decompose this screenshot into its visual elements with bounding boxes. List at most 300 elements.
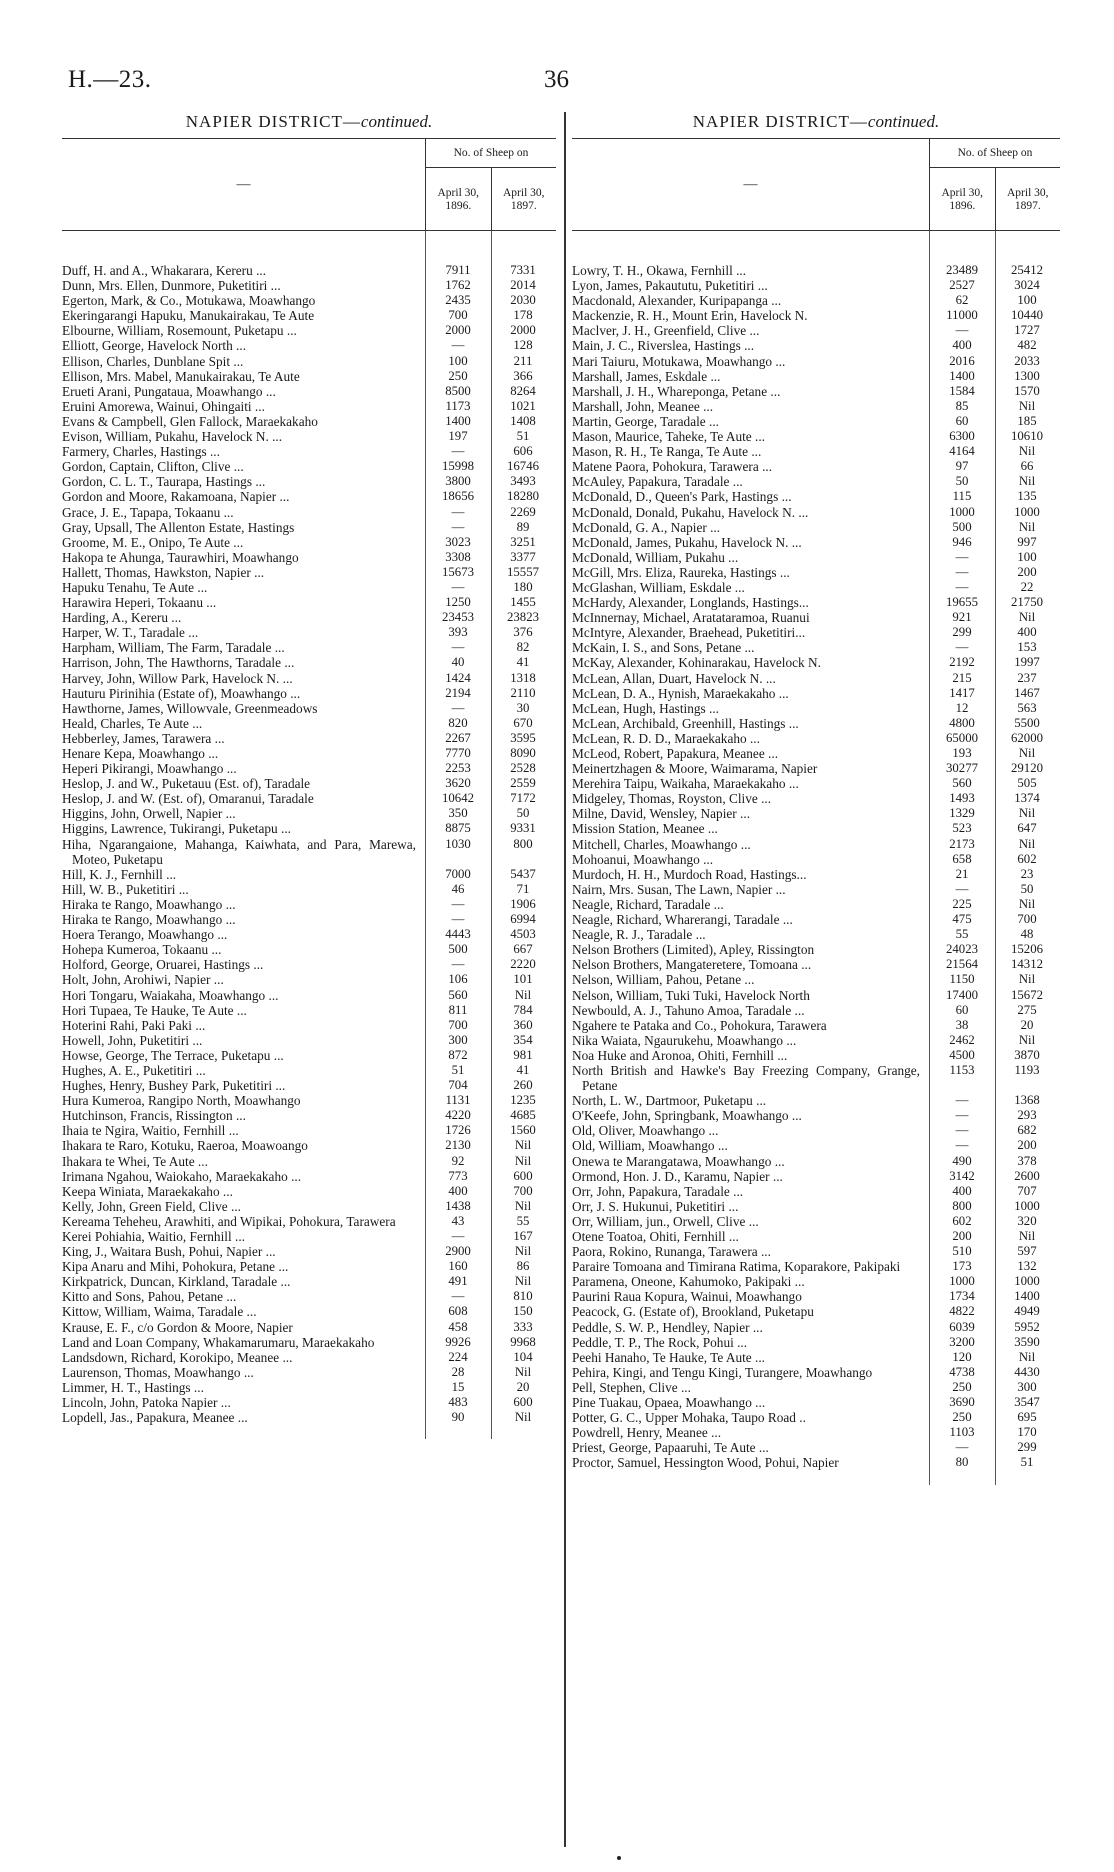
sheep-1897: 3377 (510, 549, 536, 564)
sheep-1896: 4738 (949, 1364, 975, 1379)
owner-name: Gray, Upsall, The Allenton Estate, Hastings (62, 519, 295, 535)
table-row (572, 1018, 1060, 1033)
owner-name: Kittow, William, Waima, Taradale ... (62, 1304, 257, 1320)
sheep-1897: 237 (1017, 670, 1037, 685)
sheep-1896: 7911 (445, 263, 471, 277)
sheep-1896: 23453 (442, 610, 474, 625)
sheep-1897: 2030 (510, 293, 536, 308)
owner-name: Kereama Teheheu, Arawhiti, and Wipikai, Pohokura, Tarawera (62, 1213, 396, 1229)
owner-name: Heperi Pikirangi, Moawhango ... (62, 761, 237, 777)
sheep-1897: 3251 (510, 534, 536, 549)
table-row (62, 1380, 556, 1395)
sheep-1897: 2559 (510, 776, 536, 791)
table-row (572, 821, 1060, 836)
sheep-1897: 5500 (1014, 715, 1040, 730)
table-row (572, 263, 1060, 278)
table-row (62, 580, 556, 595)
sheep-1896: 491 (448, 1274, 468, 1289)
sheep-1897: 170 (1017, 1425, 1037, 1440)
owner-name: Gordon, Captain, Clifton, Clive ... (62, 459, 244, 475)
sheep-1897: 1021 (510, 398, 536, 413)
table-row (62, 338, 556, 353)
sheep-1897: 670 (513, 715, 533, 730)
sheep-1896: — (451, 1289, 465, 1304)
sheep-1896: — (451, 700, 465, 715)
table-row (62, 912, 556, 927)
sheep-1897: Nil (514, 1410, 532, 1425)
sheep-1896: 1734 (949, 1289, 975, 1304)
sheep-1897: 1727 (1014, 323, 1040, 338)
owner-name: Limmer, H. T., Hastings ... (62, 1379, 204, 1395)
owner-name: Lyon, James, Pakaututu, Puketitiri ... (572, 278, 768, 294)
table-row (62, 459, 556, 474)
title-main: NAPIER DISTRICT— (185, 112, 361, 131)
owner-name: Harding, A., Kereru ... (62, 610, 182, 626)
sheep-1896: 30277 (946, 761, 978, 776)
sheep-1897: 1997 (1014, 655, 1040, 670)
owner-name: McLean, Archibald, Greenhill, Hastings ... (572, 715, 799, 731)
owner-name: Mackenzie, R. H., Mount Erin, Havelock N. (572, 308, 808, 324)
owner-name: Hori Tupaea, Te Hauke, Te Aute ... (62, 1002, 247, 1018)
sheep-1896: — (451, 1229, 465, 1243)
table-row (62, 942, 556, 957)
owner-name: Hoterini Rahi, Paki Paki ... (62, 1017, 206, 1033)
sheep-1897: 5437 (510, 866, 536, 881)
header-date-1897: April 30, 1897. (995, 168, 1061, 230)
table-row (572, 1365, 1060, 1380)
sheep-1897: Nil (1018, 1349, 1036, 1364)
sheep-1897: 1374 (1014, 791, 1040, 806)
sheep-1896: 65000 (946, 730, 978, 745)
table-row (572, 1320, 1060, 1335)
sheep-1897: 128 (513, 338, 533, 353)
owner-name: McLeod, Robert, Papakura, Meanee ... (572, 746, 779, 761)
owner-name: North, L. W., Dartmoor, Puketapu ... (572, 1093, 767, 1109)
sheep-1896: 704 (448, 1078, 468, 1093)
sheep-1896: 2194 (445, 685, 471, 700)
sheep-1896: 12 (955, 700, 969, 715)
sheep-1896: 8500 (445, 383, 471, 398)
sheep-1896: — (955, 881, 969, 896)
sheep-1897: 132 (1017, 1259, 1037, 1274)
owner-name: Orr, William, jun., Orwell, Clive ... (572, 1213, 759, 1229)
table-row (62, 640, 556, 655)
sheep-1897: 647 (1017, 821, 1037, 836)
sheep-1896: 43 (451, 1213, 465, 1228)
table-row (62, 414, 556, 429)
table-row (62, 1138, 556, 1153)
header-date-1896: April 30, 1896. (437, 187, 480, 213)
table-row (62, 731, 556, 746)
sheep-1897: 22 (1020, 579, 1034, 594)
owner-name: Gordon, C. L. T., Taurapa, Hastings ... (62, 474, 266, 490)
table-row (62, 1244, 556, 1259)
sheep-1896: 658 (952, 851, 972, 866)
owner-name: Elbourne, William, Rosemount, Puketapu ... (62, 323, 297, 339)
owner-name: Hakopa te Ahunga, Taurawhiri, Moawhango (62, 549, 299, 565)
sheep-1897: Nil (514, 1274, 532, 1289)
sheep-1896: 2435 (445, 293, 471, 308)
table-row (62, 1093, 556, 1108)
sheep-1896: 11000 (946, 308, 978, 323)
owner-name: Peehi Hanaho, Te Hauke, Te Aute ... (572, 1349, 765, 1365)
owner-name: Holt, John, Arohiwi, Napier ... (62, 972, 224, 988)
table-row (572, 1093, 1060, 1108)
table-row (62, 1108, 556, 1123)
table-row (572, 1108, 1060, 1123)
title-continued: continued. (360, 112, 433, 131)
sheep-1896: 3200 (949, 1334, 975, 1349)
sheep-1896: 4220 (445, 1108, 471, 1123)
sheep-1896: 1400 (949, 368, 975, 383)
sheep-1897: 15672 (1011, 987, 1043, 1002)
sheep-1897: 3595 (510, 730, 536, 745)
owner-name: Marshall, J. H., Whareponga, Petane ... (572, 383, 781, 399)
sheep-1896: 215 (952, 670, 972, 685)
table-row (62, 384, 556, 399)
owner-name: Hura Kumeroa, Rangipo North, Moawhango (62, 1093, 301, 1109)
sheep-1896: 4800 (949, 715, 975, 730)
sheep-1897: 707 (1017, 1183, 1037, 1198)
owner-name: Powdrell, Henry, Meanee ... (572, 1425, 722, 1441)
owner-name: Lowry, T. H., Okawa, Fernhill ... (572, 263, 747, 278)
owner-name: McLean, Hugh, Hastings ... (572, 700, 719, 716)
table-row (62, 399, 556, 414)
owner-name: Dunn, Mrs. Ellen, Dunmore, Puketitiri ... (62, 278, 281, 294)
owner-name: Heslop, J. and W. (Est. of), Omaranui, Taradale (62, 791, 314, 807)
table-row (62, 474, 556, 489)
table-row (62, 882, 556, 897)
owner-name: Krause, E. F., c/o Gordon & Moore, Napier (62, 1319, 293, 1335)
sheep-1896: 38 (955, 1017, 969, 1032)
table-row (62, 520, 556, 535)
sheep-1896: 700 (448, 1017, 468, 1032)
table-row (572, 1425, 1060, 1440)
table-row (572, 520, 1060, 535)
table-row (572, 459, 1060, 474)
sheep-1896: 3800 (445, 474, 471, 489)
sheep-1897: 1560 (510, 1123, 536, 1138)
sheep-1897: Nil (514, 1153, 532, 1168)
sheep-1896: 2016 (949, 353, 975, 368)
owner-name: Hori Tongaru, Waiakaha, Moawhango ... (62, 987, 279, 1003)
sheep-1897: 10610 (1011, 429, 1043, 444)
sheep-1897: 101 (513, 972, 533, 987)
sheep-1897: 3590 (1014, 1334, 1040, 1349)
sheep-1896: — (451, 896, 465, 911)
table-row (572, 671, 1060, 686)
table-row (62, 354, 556, 369)
owner-name: Hiha, Ngarangaione, Mahanga, Kaiwhata, and Para, Marewa, Moteo, Puketapu (62, 836, 416, 867)
sheep-1897: Nil (1018, 896, 1036, 911)
sheep-1897: 104 (513, 1349, 533, 1364)
sheep-1897: 1235 (510, 1093, 536, 1108)
sheep-1896: 1493 (949, 791, 975, 806)
sheep-1897: 14312 (1011, 957, 1043, 972)
sheep-1897: 600 (513, 1168, 533, 1183)
table-row (572, 1289, 1060, 1304)
table-row (62, 1018, 556, 1033)
sheep-1896: 62 (955, 293, 969, 308)
sheep-1897: Nil (514, 1364, 532, 1379)
owner-name: Hiraka te Rango, Moawhango ... (62, 896, 236, 912)
sheep-1896: 2462 (949, 1032, 975, 1047)
sheep-1897: 16746 (507, 459, 539, 474)
owner-name: Pine Tuakau, Opaea, Moawhango ... (572, 1395, 766, 1411)
sheep-1897: 378 (1017, 1153, 1037, 1168)
sheep-1897: 3024 (1014, 278, 1040, 293)
sheep-1896: 2527 (949, 278, 975, 293)
sheep-1896: 3308 (445, 549, 471, 564)
table-row (572, 988, 1060, 1003)
owner-name: Otene Toatoa, Ohiti, Fernhill ... (572, 1229, 739, 1244)
owner-name: McDonald, William, Pukahu ... (572, 549, 739, 565)
sheep-1897: Nil (1018, 444, 1036, 459)
owner-name: Ihaia te Ngira, Waitio, Fernhill ... (62, 1123, 239, 1139)
sheep-1896: 2173 (949, 836, 975, 851)
table-row (572, 1440, 1060, 1455)
sheep-1896: 350 (448, 806, 468, 821)
owner-name: Milne, David, Wensley, Napier ... (572, 806, 751, 822)
header-sheep-label: No. of Sheep on (426, 139, 556, 168)
table-body (62, 231, 556, 1425)
sheep-1897: 2220 (510, 957, 536, 972)
column-divider (564, 112, 566, 1847)
owner-name: Howse, George, The Terrace, Puketapu ... (62, 1047, 284, 1063)
table-row (572, 323, 1060, 338)
owner-name: King, J., Waitara Bush, Pohui, Napier ... (62, 1244, 276, 1260)
sheep-1896: 28 (451, 1364, 465, 1379)
sheep-1896: 7770 (445, 746, 471, 760)
owner-name: McGlashan, William, Eskdale ... (572, 579, 745, 595)
table-row (62, 1365, 556, 1380)
sheep-1896: 400 (448, 1183, 468, 1198)
owner-name: Hill, K. J., Fernhill ... (62, 866, 177, 882)
sheep-1896: 523 (952, 821, 972, 836)
owner-name: Ekeringarangi Hapuku, Manukairakau, Te Aute (62, 308, 315, 324)
sheep-1897: 50 (1020, 881, 1034, 896)
sheep-1896: 1173 (445, 398, 471, 413)
table-row (62, 610, 556, 625)
table-header (572, 138, 1060, 231)
table-row (572, 444, 1060, 459)
sheep-1897: 3493 (510, 474, 536, 489)
table-row (62, 1199, 556, 1214)
table-row (572, 1138, 1060, 1153)
sheep-1896: 6039 (949, 1319, 975, 1334)
sheep-1896: 10642 (442, 791, 474, 806)
owner-name: Nelson Brothers (Limited), Apley, Rissington (572, 942, 815, 958)
sheep-1896: 4822 (949, 1304, 975, 1319)
header-sheep-group (425, 139, 556, 230)
table-row (572, 1214, 1060, 1229)
table-row (62, 550, 556, 565)
sheep-1897: 1000 (1014, 1274, 1040, 1289)
sheep-1897: 2000 (510, 323, 536, 338)
table-header (62, 138, 556, 231)
sheep-1897: 682 (1017, 1123, 1037, 1138)
owner-name: Mason, R. H., Te Ranga, Te Aute ... (572, 444, 762, 460)
table-row (62, 278, 556, 293)
table-row (572, 429, 1060, 444)
owner-name: Meinertzhagen & Moore, Waimarama, Napier (572, 761, 818, 777)
table-row (572, 882, 1060, 897)
table-row (572, 399, 1060, 414)
owner-name: Kelly, John, Green Field, Clive ... (62, 1198, 241, 1214)
sheep-1897: 602 (1017, 851, 1037, 866)
sheep-1896: 19655 (946, 595, 978, 610)
sheep-1897: 260 (513, 1078, 533, 1093)
table-row (572, 1259, 1060, 1274)
owner-name: Hiraka te Rango, Moawhango ... (62, 912, 236, 928)
sheep-1896: 1438 (445, 1198, 471, 1213)
table-row (572, 1033, 1060, 1048)
sheep-1896: 8875 (445, 821, 471, 836)
sheep-1896: 55 (955, 927, 969, 942)
table-row (62, 1304, 556, 1319)
owner-name: Grace, J. E., Tapapa, Tokaanu ... (62, 504, 234, 520)
sheep-1897: 300 (1017, 1379, 1037, 1394)
table-row (572, 414, 1060, 429)
owner-name: Old, Oliver, Moawhango ... (572, 1123, 719, 1139)
owner-name: Proctor, Samuel, Hessington Wood, Pohui, Napier (572, 1455, 839, 1471)
owner-name: Keepa Winiata, Maraekakaho ... (62, 1183, 233, 1199)
owner-name: Peacock, G. (Estate of), Brookland, Puketapu (572, 1304, 814, 1320)
sheep-1896: 510 (952, 1244, 972, 1259)
sheep-1897: 2014 (510, 278, 536, 293)
owner-name: Marshall, James, Eskdale ... (572, 368, 721, 384)
owner-name: Pell, Stephen, Clive ... (572, 1379, 691, 1395)
owner-name: McDonald, G. A., Napier ... (572, 519, 721, 535)
owner-name: Macdonald, Alexander, Kuripapanga ... (572, 293, 782, 309)
table-row (62, 927, 556, 942)
sheep-1897: 1300 (1014, 368, 1040, 383)
footer-dot (617, 1856, 621, 1860)
sheep-1897: 3547 (1014, 1395, 1040, 1410)
table-row (572, 1304, 1060, 1319)
sheep-1897: Nil (514, 1138, 532, 1153)
sheep-1896: 1762 (445, 278, 471, 293)
sheep-1897: 100 (1017, 293, 1037, 308)
sheep-1897: 30 (516, 700, 530, 715)
table-row (572, 686, 1060, 701)
owner-name: Hutchinson, Francis, Rissington ... (62, 1108, 246, 1124)
owner-name: Harawira Heperi, Tokaanu ... (62, 595, 217, 611)
owner-name: Orr, J. S. Hukunui, Puketitiri ... (572, 1198, 739, 1214)
sheep-1896: 115 (952, 489, 972, 504)
sheep-1896: 15 (451, 1379, 465, 1394)
owner-name: McKain, I. S., and Sons, Petane ... (572, 640, 755, 656)
sheep-1897: 185 (1017, 413, 1037, 428)
sheep-1897: 333 (513, 1319, 533, 1334)
column-title (62, 112, 556, 132)
owner-name: Paramena, Oneone, Kahumoko, Pakipaki ... (572, 1274, 805, 1290)
owner-name: Newbould, A. J., Tahuno Amoa, Taradale ... (572, 1002, 805, 1018)
sheep-1897: 8264 (510, 383, 536, 398)
table-row (572, 776, 1060, 791)
table-row (62, 716, 556, 731)
table-row (572, 1184, 1060, 1199)
sheep-1897: 981 (513, 1047, 533, 1062)
sheep-1896: 3620 (445, 776, 471, 791)
table-row (572, 837, 1060, 852)
owner-name: Hohepa Kumeroa, Tokaanu ... (62, 942, 222, 958)
owner-name: McDonald, Donald, Pukahu, Havelock N. ... (572, 504, 809, 520)
sheep-1897: 366 (513, 368, 533, 383)
sheep-1897: 9968 (510, 1334, 536, 1349)
table-row (572, 369, 1060, 384)
sheep-1896: 2253 (445, 761, 471, 776)
sheep-1896: 3023 (445, 534, 471, 549)
sheep-1896: 872 (448, 1047, 468, 1062)
sheep-1896: — (955, 1093, 969, 1108)
owner-name: Hallett, Thomas, Hawkston, Napier ... (62, 564, 265, 580)
sheep-1896: 250 (952, 1410, 972, 1425)
owner-name: Farmery, Charles, Hastings ... (62, 444, 220, 460)
table-row (62, 1229, 556, 1244)
sheep-1896: 1424 (445, 670, 471, 685)
owner-name: Gordon and Moore, Rakamoana, Napier ... (62, 489, 290, 505)
owner-name: Peddle, S. W. P., Hendley, Napier ... (572, 1319, 763, 1335)
header-date-1896: April 30, 1896. (941, 187, 984, 213)
sheep-1897: 563 (1017, 700, 1037, 715)
sheep-1896: 24023 (946, 942, 978, 957)
sheep-1897: 200 (1017, 1138, 1037, 1153)
owner-name: McDonald, James, Pukahu, Havelock N. ... (572, 534, 802, 550)
sheep-1896: 300 (448, 1032, 468, 1047)
sheep-1897: 153 (1017, 640, 1037, 655)
table-row (572, 927, 1060, 942)
sheep-1897: 211 (513, 353, 533, 368)
table-row (62, 1214, 556, 1229)
table-row (62, 1154, 556, 1169)
sheep-1897: 6994 (510, 912, 536, 927)
table-row (572, 1244, 1060, 1259)
owner-name: Hoera Terango, Moawhango ... (62, 927, 228, 943)
sheep-1896: 458 (448, 1319, 468, 1334)
sheep-1896: 85 (955, 398, 969, 413)
owner-name: Irimana Ngahou, Waiokaho, Maraekakaho ... (62, 1168, 302, 1184)
owner-name: Ellison, Mrs. Mabel, Manukairakau, Te Aute (62, 368, 300, 384)
sheep-1897: Nil (1018, 398, 1036, 413)
sheep-1897: 51 (1020, 1455, 1034, 1470)
sheep-1897: 4430 (1014, 1364, 1040, 1379)
owner-name: Kipa Anaru and Mihi, Pohokura, Petane ... (62, 1259, 289, 1275)
sheep-1896: 921 (952, 610, 972, 625)
sheep-1896: 400 (952, 1183, 972, 1198)
owner-name: Paurini Raua Kopura, Wainui, Moawhango (572, 1289, 802, 1305)
sheep-1897: 15557 (507, 564, 539, 579)
sheep-1897: Nil (1018, 836, 1036, 851)
sheep-1897: 21750 (1011, 595, 1043, 610)
sheep-1896: — (451, 519, 465, 534)
table-row (572, 806, 1060, 821)
sheep-1896: 80 (955, 1455, 969, 1470)
left-column (62, 112, 556, 1425)
sheep-1896: 393 (448, 625, 468, 640)
owner-name: McAuley, Papakura, Taradale ... (572, 474, 743, 490)
owner-name: McKay, Alexander, Kohinarakau, Havelock N. (572, 655, 821, 671)
sheep-1896: 200 (952, 1229, 972, 1243)
sheep-1897: 20 (1020, 1017, 1034, 1032)
sheep-1897: 15206 (1011, 942, 1043, 957)
report-code: H.—23. (68, 66, 152, 93)
table-row (572, 640, 1060, 655)
owner-name: Higgins, Lawrence, Tukirangi, Puketapu ... (62, 821, 291, 837)
owner-name: Old, William, Moawhango ... (572, 1138, 728, 1154)
sheep-1897: 320 (1017, 1213, 1037, 1228)
sheep-1897: Nil (514, 987, 532, 1002)
